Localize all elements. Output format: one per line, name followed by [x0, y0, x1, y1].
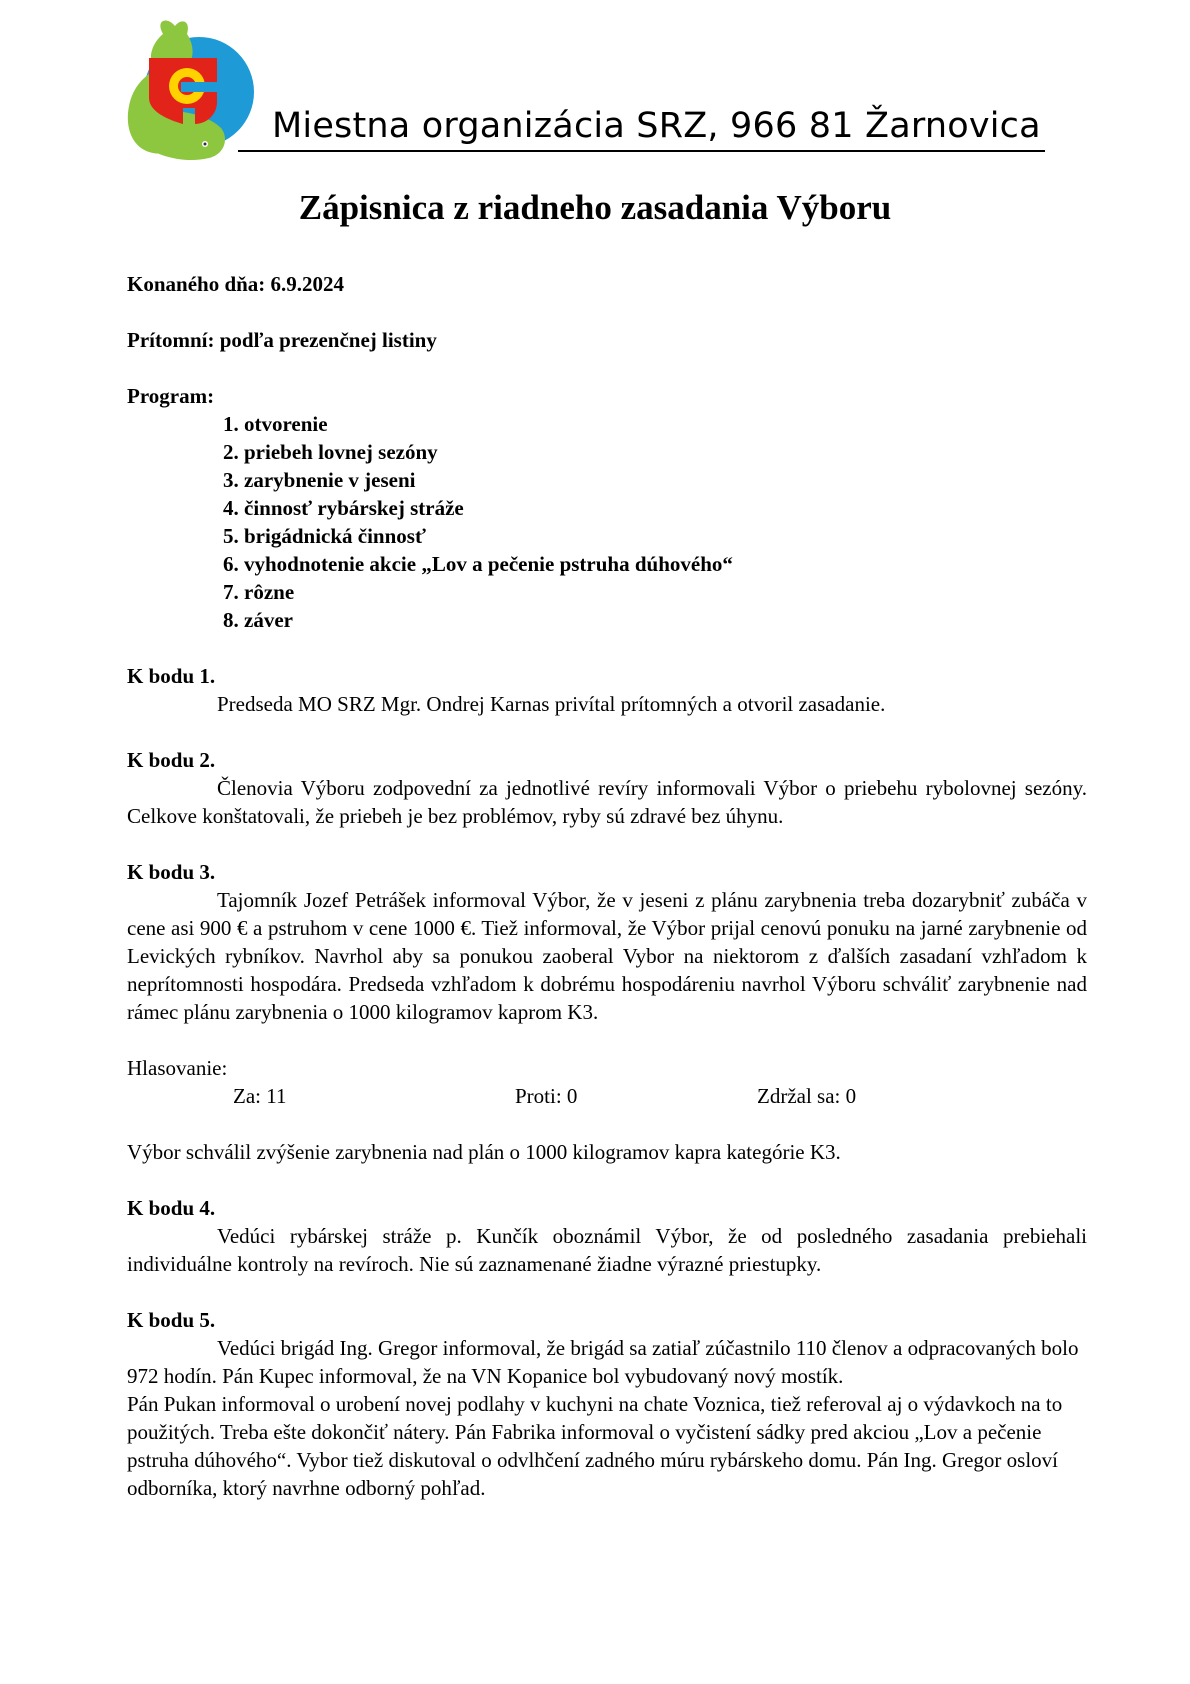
- attendance: Prítomní: podľa prezenčnej listiny: [127, 328, 437, 352]
- program-item: 1. otvorenie: [223, 412, 328, 436]
- srz-fish-logo: [125, 16, 260, 163]
- section-text-5b: Pán Pukan informoval o urobení novej podlahy v kuchyni na chate Voznica, tiež referoval aj o výdavkoch na to použitých. Treba ešte dokončiť nátery. Pán Fabrika informoval o vyčistení sádky pred akciou „Lov a pečenie pstruha dúhového“. Vybor tiež diskutoval o odvlhčení zadného múru rybárskeho domu. Pán Ing. Gregor osloví odborníka, ktorý navrhne odborný pohľad.: [127, 1392, 1063, 1500]
- meeting-date: Konaného dňa: 6.9.2024: [127, 272, 345, 296]
- program-item: 3. zarybnenie v jeseni: [223, 468, 416, 492]
- program-label: Program:: [127, 384, 215, 408]
- section-heading-3: K bodu 3.: [127, 860, 216, 884]
- section-heading-2: K bodu 2.: [127, 748, 216, 772]
- program-item: 5. brigádnická činnosť: [223, 524, 426, 548]
- program-item: 7. rôzne: [223, 580, 295, 604]
- votes-against: Proti: 0: [515, 1084, 578, 1108]
- voting-result: Výbor schválil zvýšenie zarybnenia nad plán o 1000 kilogramov kapra kategórie K3.: [127, 1140, 841, 1164]
- header-divider: [238, 150, 1045, 152]
- section-text-5a: Vedúci brigád Ing. Gregor informoval, že brigád sa zatiaľ zúčastnilo 110 členov a odpracovaných bolo 972 hodín. Pán Kupec informoval, že na VN Kopanice bol vybudovaný nový mostík.: [127, 1336, 1079, 1388]
- program-item: 6. vyhodnotenie akcie „Lov a pečenie pstruha dúhového“: [223, 552, 733, 576]
- voting-results: [127, 1082, 1087, 1110]
- section-text-4: Vedúci rybárskej stráže p. Kunčík oboznámil Výbor, že od posledného zasadania prebiehali individuálne kontroly na revíroch. Nie sú zaznamenané žiadne výrazné priestupky.: [127, 1224, 1087, 1276]
- voting-label: Hlasovanie:: [127, 1056, 228, 1080]
- organization-name: Miestna organizácia SRZ, 966 81 Žarnovica: [272, 106, 1041, 146]
- section-text-2: Členovia Výboru zodpovední za jednotlivé revíry informovali Výbor o priebehu rybolovnej sezóny. Celkove konštatovali, že priebeh je bez problémov, ryby sú zdravé bez úhynu.: [127, 776, 1087, 828]
- section-text-3: Tajomník Jozef Petrášek informoval Výbor, že v jeseni z plánu zarybnenia treba dozarybniť zubáča v cene asi 900 € a pstruhom v cene 1000 €. Tiež informoval, že Výbor prijal cenovú ponuku na jarné zarybnenie od Levických rybníkov. Navrhol aby sa ponukou zaoberal Vybor na niektorom z ďalších zasadaní vzhľadom k neprítomnosti hospodára. Predseda vzhľadom k dobrému hospodáreniu navrhol Výboru schváliť zarybnenie nad rámec plánu zarybnenia o 1000 kilogramov kaprom K3.: [127, 888, 1087, 1024]
- document-body: [127, 270, 1087, 1502]
- program-list: [127, 410, 1087, 634]
- document-title: Zápisnica z riadneho zasadania Výboru: [298, 188, 892, 227]
- program-item: 8. záver: [223, 608, 293, 632]
- votes-for: Za: 11: [233, 1084, 287, 1108]
- section-heading-4: K bodu 4.: [127, 1196, 216, 1220]
- section-heading-1: K bodu 1.: [127, 664, 216, 688]
- program-item: 4. činnosť rybárskej stráže: [223, 496, 464, 520]
- section-heading-5: K bodu 5.: [127, 1308, 216, 1332]
- program-item: 2. priebeh lovnej sezóny: [223, 440, 438, 464]
- section-text-1: Predseda MO SRZ Mgr. Ondrej Karnas privítal prítomných a otvoril zasadanie.: [217, 692, 886, 716]
- letterhead: [125, 14, 1045, 159]
- votes-abstained: Zdržal sa: 0: [757, 1084, 857, 1108]
